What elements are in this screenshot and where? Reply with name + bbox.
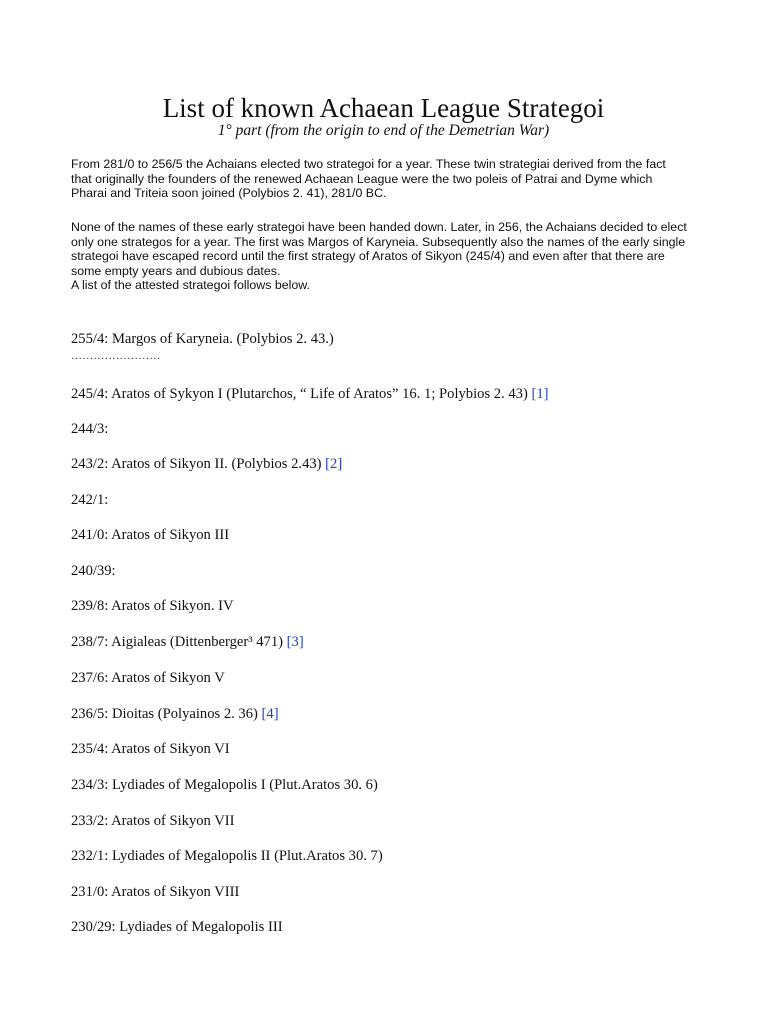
entry-text: 241/0: Aratos of Sikyon III	[71, 527, 230, 543]
entry-text: 235/4: Aratos of Sikyon VI	[71, 741, 230, 757]
entry-text: 233/2: Aratos of Sikyon VII	[71, 813, 235, 829]
entry-text: 255/4: Margos of Karyneia. (Polybios 2. 43.)	[71, 331, 334, 347]
intro-paragraph-1	[71, 157, 696, 201]
entry-text: 244/3:	[71, 421, 109, 437]
list-item	[71, 455, 342, 473]
list-item	[71, 705, 279, 723]
entry-text: 238/7: Aigialeas (Dittenberger³ 471)	[71, 634, 287, 650]
paragraph-line: strategoi have escaped record until the first strategy of Aratos of Sikyon (245/4) and even after that there are	[71, 249, 665, 264]
entry-text: 232/1: Lydiades of Megalopolis II (Plut.Aratos 30. 7)	[71, 848, 383, 864]
list-item	[71, 633, 304, 651]
paragraph-line: Pharai and Triteia soon joined (Polybios 2. 41), 281/0 BC.	[71, 186, 387, 201]
list-item	[71, 883, 239, 901]
paragraph-line: only one strategos for a year. The first was Margos of Karyneia. Subsequently also the names of the early single	[71, 234, 686, 249]
list-item	[71, 740, 230, 758]
paragraph-line: From 281/0 to 256/5 the Achaians elected two strategoi for a year. These twin strategiai derived from the fact	[71, 157, 666, 171]
entry-text: 236/5: Dioitas (Polyainos 2. 36)	[71, 706, 262, 722]
list-item	[71, 420, 108, 438]
list-item	[71, 562, 116, 580]
list-item	[71, 669, 225, 687]
list-item	[71, 597, 234, 615]
footnote-link[interactable]: [1]	[531, 386, 549, 402]
entry-text: 240/39:	[71, 563, 116, 579]
footnote-link[interactable]: [3]	[286, 634, 304, 650]
document-subtitle: 1° part (from the origin to end of the Demetrian War)	[217, 122, 550, 139]
list-item	[71, 491, 108, 509]
entry-text: 230/29: Lydiades of Megalopolis III	[71, 919, 283, 935]
intro-paragraph-2	[71, 220, 696, 293]
list-item	[71, 526, 229, 544]
list-item	[71, 385, 549, 403]
list-item	[71, 812, 235, 830]
footnote-link[interactable]: [2]	[325, 456, 343, 472]
footnote-link[interactable]: [4]	[261, 706, 279, 722]
entry-text: 234/3: Lydiades of Megalopolis I (Plut.Aratos 30. 6)	[71, 777, 378, 793]
entry-text: 245/4: Aratos of Sykyon I (Plutarchos, “ Life of Aratos” 16. 1; Polybios 2. 43)	[71, 386, 532, 402]
entry-text: 242/1:	[71, 492, 109, 508]
paragraph-line: None of the names of these early strategoi have been handed down. Later, in 256, the Achaians decided to elect	[71, 220, 687, 234]
list-item	[71, 330, 334, 348]
dotted-separator: ……………………	[71, 350, 161, 362]
entry-text: 231/0: Aratos of Sikyon VIII	[71, 884, 240, 900]
entry-text: 237/6: Aratos of Sikyon V	[71, 670, 225, 686]
document-title: List of known Achaean League Strategoi	[162, 93, 605, 123]
paragraph-line: some empty years and dubious dates.	[71, 263, 281, 278]
entry-text: 243/2: Aratos of Sikyon II. (Polybios 2.43)	[71, 456, 326, 472]
list-item	[71, 776, 378, 794]
list-item	[71, 918, 283, 936]
entry-text: 239/8: Aratos of Sikyon. IV	[71, 598, 234, 614]
paragraph-line: that originally the founders of the renewed Achaean League were the two poleis of Patrai and Dyme which	[71, 171, 653, 186]
paragraph-line: A list of the attested strategoi follows below.	[71, 278, 310, 293]
list-item	[71, 847, 383, 865]
